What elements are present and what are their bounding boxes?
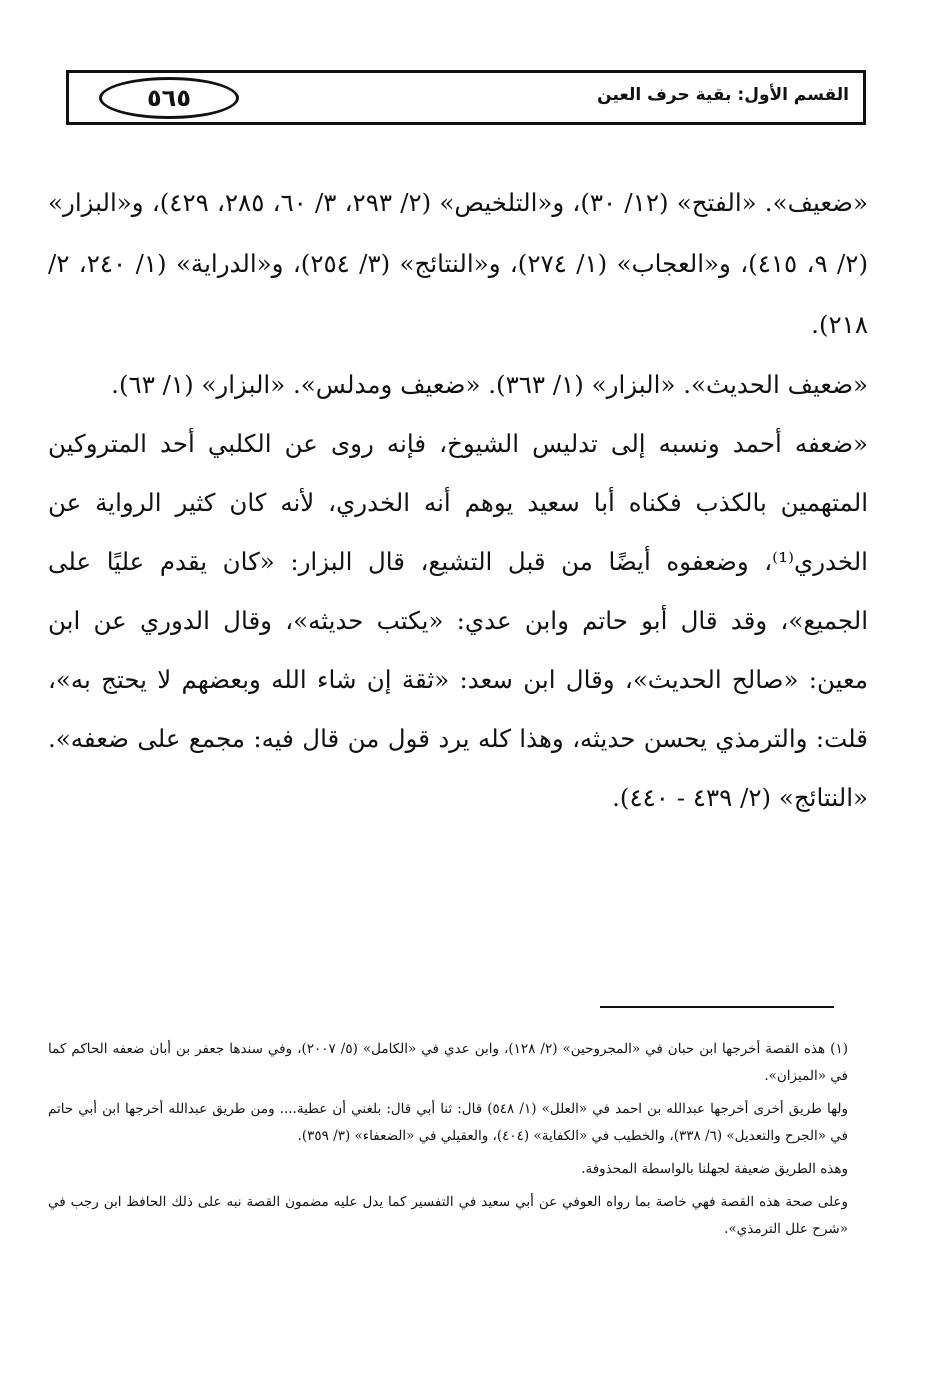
page-number: ٥٦٥	[99, 77, 239, 119]
footnotes	[48, 1036, 848, 1249]
section-title: القسم الأول: بقية حرف العين	[597, 85, 849, 105]
paragraph-2: «ضعيف الحديث». «البزار» (١/ ٣٦٣). «ضعيف ومدلس». «البزار» (١/ ٦٣).	[111, 370, 868, 399]
footnote-divider	[600, 1006, 834, 1008]
footnote-2: ولها طريق أخرى أخرجها عبدالله بن احمد في «العلل» (١/ ٥٤٨) قال: ثنا أبي قال: بلغني أن عطية.... ومن طريق عبدالله أخرجها ابن أبي حاتم في «الجرح والتعديل» (٦/ ٣٣٨)، والخطيب في «الكفاية» (٤٠٤)، والعقيلي في «الضعفاء» (٣/ ٣٥٩).	[48, 1101, 848, 1144]
page-header	[66, 70, 866, 125]
footnote-1: (١) هذه القصة أخرجها ابن حبان في «المجروحين» (٢/ ١٢٨)، وابن عدي في «الكامل» (٥/ ٢٠٠٧)، وفي سندها جعفر بن أبان ضعفه الحاكم كما في «الميزان».	[48, 1041, 848, 1084]
paragraph-3: «ضعفه أحمد ونسبه إلى تدليس الشيوخ، فإنه روى عن الكلبي أحد المتروكين المتهمين بالكذب فكناه أبا سعيد يوهم أنه الخدري، لأنه كان كثير الرواية عن الخدري⁽¹⁾، وضعفوه أيضًا من قبل التشيع، قال البزار: «كان يقدم عليًا على الجميع»، وقد قال أبو حاتم وابن عدي: «يكتب حديثه»، وقال الدوري عن ابن معين: «صالح الحديث»، وقال ابن سعد: «ثقة إن شاء الله وبعضهم لا يحتج به»، قلت: والترمذي يحسن حديثه، وهذا كله يرد قول من قال فيه: مجمع على ضعفه». «النتائج» (٢/ ٤٣٩ - ٤٤٠).	[48, 429, 868, 812]
main-text	[48, 172, 868, 827]
footnote-3: وهذه الطريق ضعيفة لجهلنا بالواسطة المحذوفة.	[581, 1161, 848, 1177]
footnote-4: وعلى صحة هذه القصة فهي خاصة بما رواه العوفي عن أبي سعيد في التفسير كما يدل عليه مضمون القصة نبه على ذلك الحافظ ابن رجب في «شرح علل الترمذي».	[48, 1194, 848, 1237]
paragraph-1: «ضعيف». «الفتح» (١٢/ ٣٠)، و«التلخيص» (٢/ ٢٩٣، ٣/ ٦٠، ٢٨٥، ٤٢٩)، و«البزار» (٢/ ٩، ٤١٥)، و«العجاب» (١/ ٢٧٤)، و«النتائج» (٣/ ٢٥٤)، و«الدراية» (١/ ٢٤٠، ٢/ ٢١٨).	[48, 188, 869, 339]
